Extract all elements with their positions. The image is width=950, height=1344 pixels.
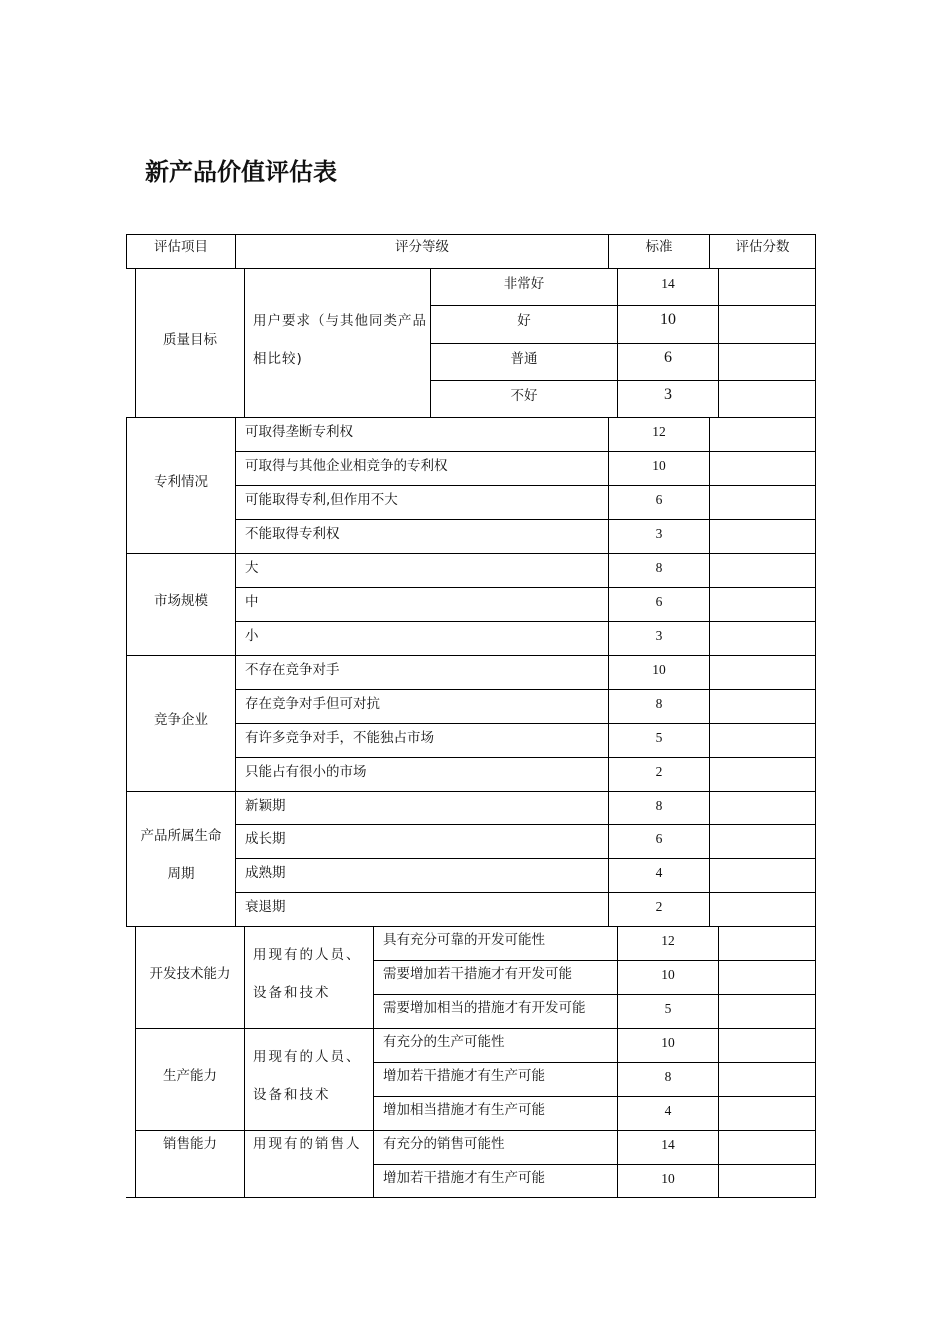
competitor-value-2: 8 — [655, 696, 663, 711]
devtech-value-1: 12 — [661, 933, 675, 948]
patent-name: 专利情况 — [154, 474, 208, 490]
market-label-1: 大 — [245, 560, 259, 576]
quality-label-3: 普通 — [510, 351, 538, 367]
header-standard: 标准 — [645, 239, 673, 255]
production-sub-line2: 设备和技术 — [253, 1087, 331, 1103]
quality-sub: 用户要求（与其他同类产品相比较) — [253, 313, 427, 367]
devtech-sub-line1: 用现有的人员、 — [253, 947, 362, 963]
patent-label-1: 可取得垄断专利权 — [245, 424, 353, 440]
lifecycle-value-1: 8 — [655, 798, 663, 813]
market-name: 市场规模 — [154, 593, 208, 609]
competitor-label-2: 存在竞争对手但可对抗 — [245, 696, 380, 712]
devtech-sub-line2: 设备和技术 — [253, 985, 331, 1001]
production-value-1: 10 — [661, 1035, 675, 1050]
competitor-label-4: 只能占有很小的市场 — [245, 764, 367, 780]
lifecycle-value-2: 6 — [655, 831, 663, 846]
lifecycle-value-3: 4 — [655, 865, 663, 880]
patent-label-2: 可取得与其他企业相竞争的专利权 — [245, 458, 448, 474]
lifecycle-label-4: 衰退期 — [245, 899, 286, 915]
quality-label-2: 好 — [517, 313, 531, 329]
sales-value-2: 10 — [661, 1171, 675, 1186]
devtech-label-2: 需要增加若干措施才有开发可能 — [383, 966, 572, 982]
lifecycle-label-1: 新颖期 — [245, 798, 286, 814]
sales-sub: 用现有的销售人 — [253, 1136, 362, 1152]
header-score: 评估分数 — [735, 239, 790, 255]
lifecycle-label-2: 成长期 — [245, 831, 286, 847]
patent-value-1: 12 — [652, 424, 666, 439]
header-grade: 评分等级 — [395, 239, 449, 255]
production-label-3: 增加相当措施才有生产可能 — [383, 1102, 545, 1118]
lifecycle-name-line2: 周期 — [167, 866, 195, 882]
quality-label-1: 非常好 — [503, 276, 545, 292]
devtech-name: 开发技术能力 — [149, 966, 231, 982]
patent-label-3: 可能取得专利,但作用不大 — [245, 492, 398, 508]
page-title: 新产品价值评估表 — [145, 158, 337, 186]
devtech-value-2: 10 — [661, 967, 675, 982]
production-label-2: 增加若干措施才有生产可能 — [383, 1068, 545, 1084]
devtech-label-3: 需要增加相当的措施才有开发可能 — [383, 1000, 586, 1016]
production-sub-line1: 用现有的人员、 — [253, 1049, 362, 1065]
quality-name: 质量目标 — [163, 332, 217, 348]
competitor-label-3: 有许多竞争对手，不能独占市场 — [245, 730, 434, 746]
quality-value-1: 14 — [661, 276, 675, 291]
devtech-value-3: 5 — [664, 1001, 672, 1016]
lifecycle-label-3: 成熟期 — [245, 865, 286, 881]
quality-label-4: 不好 — [510, 388, 538, 404]
lifecycle-value-4: 2 — [655, 899, 663, 914]
market-value-1: 8 — [655, 560, 663, 575]
sales-label-2: 增加若干措施才有生产可能 — [383, 1170, 545, 1186]
competitor-name: 竞争企业 — [154, 712, 208, 728]
sales-name: 销售能力 — [163, 1136, 217, 1152]
header-item: 评估项目 — [154, 239, 208, 255]
devtech-label-1: 具有充分可靠的开发可能性 — [383, 932, 545, 948]
market-label-2: 中 — [245, 594, 259, 610]
patent-value-3: 6 — [655, 492, 663, 507]
production-value-3: 4 — [664, 1103, 672, 1118]
market-label-3: 小 — [245, 628, 259, 644]
lifecycle-name-line1: 产品所属生命 — [140, 828, 222, 844]
patent-value-4: 3 — [655, 526, 663, 541]
quality-value-3: 6 — [664, 349, 672, 366]
patent-value-2: 10 — [652, 458, 666, 473]
competitor-value-1: 10 — [652, 662, 666, 677]
production-label-1: 有充分的生产可能性 — [383, 1034, 505, 1050]
quality-value-2: 10 — [660, 311, 676, 328]
market-value-2: 6 — [655, 594, 663, 609]
market-value-3: 3 — [655, 628, 663, 643]
sales-value-1: 14 — [661, 1137, 675, 1152]
competitor-value-4: 2 — [655, 764, 663, 779]
quality-value-4: 3 — [664, 386, 672, 403]
patent-label-4: 不能取得专利权 — [245, 526, 340, 542]
competitor-label-1: 不存在竞争对手 — [245, 662, 340, 678]
production-name: 生产能力 — [163, 1068, 217, 1084]
production-value-2: 8 — [664, 1069, 672, 1084]
sales-label-1: 有充分的销售可能性 — [383, 1136, 505, 1152]
competitor-value-3: 5 — [655, 730, 663, 745]
